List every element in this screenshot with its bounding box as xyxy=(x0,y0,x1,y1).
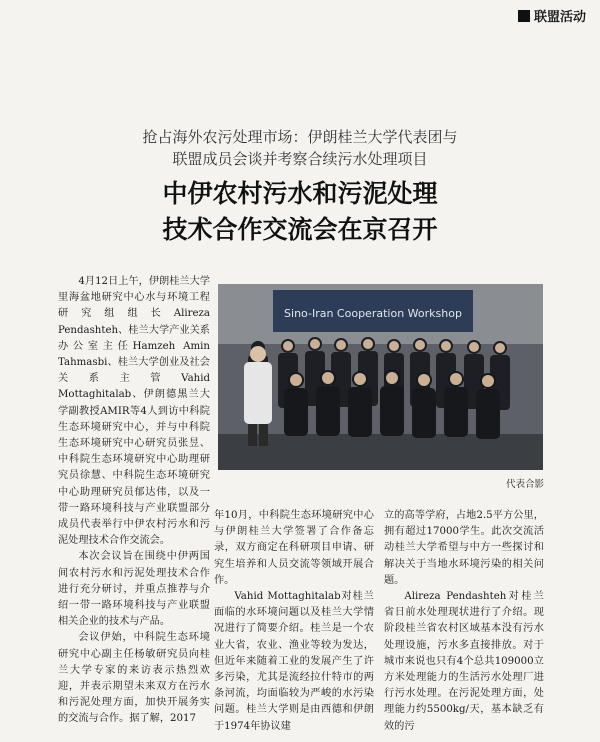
group-photo xyxy=(218,284,543,470)
photo-banner-text: Sino-Iran Cooperation Workshop xyxy=(284,307,462,320)
col1-paragraph-2: 本次会议旨在围绕中伊两国间农村污水和污泥处理技术合作进行充分研讨，并重点推荐与介绍一带一路环境科技与产业联盟相关企业的技术与产品。 xyxy=(58,551,210,628)
col2-paragraph-1: 年10月，中科院生态环境研究中心与伊朗桂兰大学签署了合作备忘录，双方商定在科研项目申请、研究生培养和人员交流等领域开展合作。 xyxy=(214,510,374,586)
article-headline xyxy=(0,176,600,248)
body-column-2 xyxy=(214,508,374,735)
col2-paragraph-2: Vahid Mottaghitalab对桂兰面临的水环境问题以及桂兰大学情况进行了简要介绍。桂兰是一个农业大省，农业、渔业等较为发达，但近年来随着工业的发展产生了许多污染，尤其是流经拉什特市的两条河流，均面临较为严峻的水污染问题。桂兰大学则是由西德和伊朗于1974年协议建 xyxy=(214,591,374,732)
subtitle-line-2: 联盟成员会谈并考察合续污水处理项目 xyxy=(172,150,428,168)
square-bullet-icon xyxy=(518,10,530,22)
subtitle-line-1: 抢占海外农污处理市场：伊朗桂兰大学代表团与 xyxy=(142,128,458,146)
col3-paragraph-2: Alireza Pendashteh对桂兰省日前水处理现状进行了介绍。现阶段桂兰省农村区域基本没有污水处理设施，污水多直接排放。对于城市来说也只有4个总共109000立方米处理能力的生活污水处理厂进行污水处理。在污泥处理方面，处理能力约5500kg/天，基本缺乏有效的污 xyxy=(384,591,544,732)
photo-caption: 代表合影 xyxy=(505,479,544,490)
article-subtitle xyxy=(0,126,600,170)
body-column-3 xyxy=(384,508,544,735)
headline-line-1: 中伊农村污水和污泥处理 xyxy=(162,179,438,208)
col3-paragraph-1: 立的高等学府，占地2.5平方公里，拥有超过17000学生。此次交流活动桂兰大学希望与中方一些探讨和解决关于当地水环境污染的相关问题。 xyxy=(384,510,544,586)
section-tag xyxy=(518,6,586,25)
section-tag-label: 联盟活动 xyxy=(533,10,586,25)
col1-paragraph-1: 4月12日上午，伊朗桂兰大学里海盆地研究中心水与环境工程研究组组长Alireza Pendashteh、桂兰大学产业关系办公室主任Hamzeh Amin Tahmasbi、桂兰大学创业及社会关系主管Vahid Mottaghitalab、伊朗德黑兰大学副教授AMIR等4人到访中科院生态环境研究中心，并与中科院生态环境研究中心研究员张昱、中科院生态环境研究中心助理研究员徐慧、中科院生态环境研究中心助理研究员郁达伟，以及一带一路环境科技与产业联盟部分成员代表举行中伊农村污水和污泥处理技术合作交流会。 xyxy=(58,276,210,547)
body-column-1 xyxy=(58,274,210,728)
col1-paragraph-3: 会议伊始，中科院生态环境研究中心副主任杨敏研究员向桂兰大学专家的来访表示热烈欢迎，并表示期望未来双方在污水和污泥处理方面，加快开展务实的交流与合作。据了解，2017 xyxy=(58,632,210,725)
headline-line-2: 技术合作交流会在京召开 xyxy=(162,215,438,244)
